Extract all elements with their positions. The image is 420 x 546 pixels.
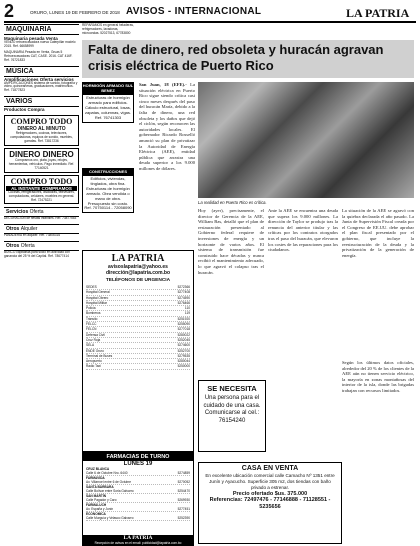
section-otros-oferta: Otros Oferta: [4, 241, 79, 251]
phone-number[interactable]: 5280022: [177, 332, 190, 337]
phone-name: Policía: [86, 306, 96, 311]
phone-name: FELCN: [86, 327, 97, 332]
phone-number[interactable]: 5274590: [177, 295, 190, 300]
farmacia-name: SANTA BÁRBARA: [86, 485, 114, 489]
casa-price: Precio ofertado $us. 375.000: [232, 491, 308, 498]
article-col-4: La situación de la AEE se agravó con la quiebra declarada el año pasado. La Junta de Supervisión Fiscal creada por el Congreso de EE.UU. debe aprobar el plan fiscal presentado por el gobierno, que incluye la reestructuración de la deuda y la privatización de la generación de energía.: [342, 208, 414, 258]
farmacia-address: Av. España y Junín: [86, 507, 114, 511]
photo-caption: La realidad en Puerto Rico es crítica.: [198, 200, 267, 205]
article-photo: [198, 82, 414, 198]
phone-name: ENDE Oruro: [86, 348, 104, 353]
section-varios: VARIOS: [4, 96, 79, 107]
ad-construcciones-title: CONSTRUCCIONES: [82, 168, 134, 175]
maquinaria-item-text: VENDO retroexcavadora nueva Caterpillar modelo 2015. Ref. 66658999: [4, 40, 76, 48]
phone-number[interactable]: 5272366: [177, 285, 190, 289]
phone-name: SELA: [86, 343, 95, 348]
phone-name: Cruz Roja: [86, 337, 101, 342]
article-col-1: [139, 82, 195, 172]
ad-compro-todo-2-sub: AL INSTANTE COMPRAMOS: [6, 186, 77, 191]
ad-construcciones: [82, 168, 134, 213]
phone-number[interactable]: 5277408: [177, 290, 190, 295]
phone-name: Aeropuerto: [86, 359, 102, 364]
phone-list: [86, 285, 190, 370]
section-otros-alquiler: Otros Alquiler: [4, 224, 79, 234]
dateline: ORURO, LUNES 19 DE FEBRERO DE 2018: [30, 10, 120, 15]
farmacia-address: Calle 6 de Octubre Nro. 6440: [86, 471, 128, 475]
ad-dinero-text: Compramos oro, plata, joyas, relojes, herramientas, vehículos. Pago inmediato. Ref. 77140521: [8, 157, 75, 170]
phone-number[interactable]: 110: [184, 306, 190, 311]
phone-number[interactable]: 5277018: [177, 327, 190, 332]
section-musica: MÚSICA: [4, 66, 79, 77]
ad-dinero-title: DINERO DINERO: [9, 149, 74, 159]
phone-number[interactable]: 5250000: [177, 364, 190, 369]
phone-name: Defensa Civil: [86, 332, 105, 337]
section-maquinaria: MAQUINARIA: [4, 24, 79, 35]
article-col-1-text: La situación eléctrica en Puerto Rico sigue siendo crítica casi cinco meses después del paso del huracán María, debido a la falta de dinero, una red obsoleta y los daños que dejó el ciclón, según reconocen las autoridades locales. El gobernador Ricardo Rosselló anunció su plan de privatizar la Autoridad de Energía Eléctrica (AEE), entidad pública que arrastra una deuda superior a los 9.000 millones de dólares.: [139, 82, 195, 171]
ad-compro-todo-2-text: Cocinas, refrigeradores, lavadoras, televisores, computadoras, celulares, muebles en general. Ref. 72475221: [8, 189, 75, 202]
farmacias-footer-text: Recepción de avisos en el email: publicidad@lapatria.com.bo: [94, 541, 182, 545]
ad-compro-todo-1-title: COMPRO TODO: [10, 117, 73, 127]
ad-casa-en-venta: [198, 462, 342, 544]
phone-number[interactable]: 5280044: [177, 359, 190, 364]
farmacia-address: Av. Villarroel entre 6 de Octubre: [86, 480, 132, 484]
farmacias-box: [82, 452, 194, 546]
ad-dinero: [4, 148, 79, 173]
farmacias-date: LUNES 19: [123, 461, 153, 467]
maquinaria-item-title: Maquinaria pesada Venta: [4, 36, 58, 41]
phone-name: SEDES: [86, 285, 97, 289]
patria-box-email[interactable]: avisoslapatria@yahoo.es: [108, 264, 168, 270]
casa-title: CASA EN VENTA: [241, 465, 299, 472]
classifieds-column: [4, 24, 79, 259]
farmacia-phone[interactable]: 5254470: [177, 489, 190, 493]
servicios-item-text: DECORACIÓN de fiestas infantiles. Ref. 73877553: [4, 216, 77, 221]
article-dateline: San Juan, 18 (EFE).-: [139, 82, 187, 87]
ad-compro-todo-1-text: Refrigeradores, cocinas, televisores, computadoras, equipos de sonido, muebles, garrafas. Ref. 73817236: [10, 131, 73, 144]
farmacia-name: SAN MARTÍN: [86, 494, 107, 498]
classifieds-column-2: [82, 24, 136, 36]
farmacia-row: [86, 485, 190, 494]
farmacias-list: [86, 467, 190, 521]
ad-se-necesita: [198, 380, 266, 452]
farmacia-row: [86, 503, 190, 512]
ad-compro-todo-1-sub: DINERO AL MINUTO: [17, 126, 66, 133]
farmacia-phone[interactable]: 5274859: [177, 471, 190, 475]
ad-hormigon-title: HORMIGÓN ARMADO SUL BENEZ: [82, 83, 134, 93]
ad-compro-todo-2: [4, 175, 79, 205]
phone-number[interactable]: 5252045: [177, 337, 190, 342]
ad-construcciones-text: Edificios, viviendas, tinglados, obra fina. Estructuras de hormigón armado. Obra vendida o mano de obra. Presupuesto sin costo. Ref. 70750114 - 72058090: [82, 175, 134, 213]
masthead: LA PATRIA: [346, 6, 410, 20]
article-col-2: Hoy (ayer), precisamente, el director de Gerencia de la AEE, William Bas, detalló que el plan de restauración presentado al Gobierno federal requiere de inversiones de energía y un horizonte de varios años. El sistema de transmisión fue construido hace décadas y nunca recibió el mantenimiento adecuado, lo que agravó el colapso tras el huracán.: [198, 208, 264, 275]
farmacia-name: CRUZ BLANCA: [86, 467, 110, 471]
phone-name: Tránsito: [86, 316, 98, 321]
ad-compro-todo-1: [4, 115, 79, 146]
varios-item-title: Productos Compra: [4, 107, 45, 113]
farmacia-name: FARMALUCH: [86, 503, 107, 507]
casa-refs: Referencias: 72497476 - 77146888 - 71128551 - 5235656: [209, 497, 331, 510]
farmacia-row: [86, 512, 190, 521]
patria-box-masthead: LA PATRIA: [111, 253, 165, 264]
section-title: AVISOS - INTERNACIONAL: [126, 6, 262, 17]
phone-name: Terminal de Buses: [86, 353, 113, 358]
patria-box: [82, 250, 194, 452]
section-servicios: Servicios Oferta: [4, 207, 79, 217]
phone-number[interactable]: 5274600: [177, 343, 190, 348]
phone-number[interactable]: 5255090: [177, 322, 190, 327]
phone-number[interactable]: 5251920: [177, 316, 190, 321]
article-col-5: Según los últimos datos oficiales, alrededor del 20 % de los clientes de la AEE aún no tienen servicio eléctrico, la mayoría en zonas montañosas del interior de la isla, donde las brigadas trabajan con recursos limitados.: [342, 360, 414, 393]
farmacia-phone[interactable]: 5252390: [177, 516, 190, 520]
phone-number[interactable]: 5279535: [177, 353, 190, 358]
musica-item-title: Amplificaciones Oferta servicios: [4, 76, 74, 82]
farmacia-phone[interactable]: 5277451: [177, 507, 190, 511]
farmacia-phone[interactable]: 5269930: [177, 498, 190, 502]
phone-name: Hospital Militar: [86, 300, 107, 305]
farmacias-footer-masthead: LA PATRIA: [123, 535, 153, 541]
se-necesita-text: Una persona para el cuidado de una casa. Comunicarse al cel.: 76154240: [203, 395, 261, 424]
ad-compro-todo-2-title: COMPRO TODO: [10, 176, 73, 186]
farmacia-phone[interactable]: 5270052: [177, 480, 190, 484]
farmacia-address: Calle Bolívar entre Soria Galvarro: [86, 489, 134, 493]
farmacias-footer: [83, 535, 193, 545]
otros-oferta-text: BUSCO capitalista para socio en actividad con ganancia del 25 % del Capital. Ref. 78677414: [4, 250, 70, 259]
article-col-3: Ante la AEE se encuentra una deuda que supera los 9.000 millones. La dirección de Taylor se produjo tras la renuncia del anterior titular y las críticas por los contratos otorgados tras el paso del huracán, que elevaron los costes de las reparaciones para los ciudadanos.: [268, 208, 338, 253]
ad-hormigon: [82, 82, 134, 123]
musica-item-text: AMPLIFICACIONES sistema de sonido, fotografía y video, quinceañeras, graduaciones, matrimonios. Ref. 71877823: [4, 80, 78, 93]
farmacia-name: ECONOMICA: [86, 512, 106, 516]
farmacia-row: [86, 476, 190, 485]
phone-name: FELCC: [86, 322, 97, 327]
farmacia-row: [86, 467, 190, 476]
ad-hormigon-text: Estructuras de hormigón armado para edificios. Cálculo estructural, losas, zapatas, columnas, vigas. Ref. 76741303: [82, 94, 134, 123]
otros-alquiler-text: PANADERIA en alquiler. Ref. 73806316: [4, 233, 61, 238]
se-necesita-title: SE NECESITA: [207, 384, 257, 393]
phone-number[interactable]: 5252700: [177, 348, 190, 353]
patria-box-subtitle: TELÉFONOS DE URGENCIA: [105, 278, 171, 283]
phone-name: Hospital Obrero: [86, 295, 109, 300]
farmacia-address: Calle Murguía y Velasco Galvarro: [86, 516, 134, 520]
farmacia-row: [86, 494, 190, 503]
reparaciones-text: REPARAMOS en general heladeras, refrigeradores, lavadoras, microondas. 52027513, 67783800: [82, 23, 134, 35]
headline-text: Falta de dinero, red obsoleta y huracán agravan crisis eléctrica de Puerto Rico: [88, 42, 384, 73]
maquinaria-item2-text: MAQUINARIA Pesada en Venta, Gruas 5 Retroexcavadoras CAT, CASE. 2016. CAT 416F. Ref. 76721833: [4, 49, 73, 62]
phone-name: Radio Taxi: [86, 364, 101, 369]
phone-number[interactable]: 5276466: [177, 300, 190, 305]
farmacia-address: Calle Pagador y Caro: [86, 498, 117, 502]
phone-row: [86, 364, 190, 369]
phone-name: Hospital General: [86, 290, 110, 295]
phone-number[interactable]: 119: [184, 311, 190, 316]
casa-text: En excelente ubicación comercial calle Camacho Nº 1351 entre Junín y Ayacucho. Superficie 305 m2, dos tiendas con baño privado a estrenar.: [205, 473, 335, 490]
farmacia-name: FARMAVIDA: [86, 476, 105, 480]
phone-name: Bomberos: [86, 311, 101, 316]
patria-box-web[interactable]: dirección@lapatria.com.bo: [105, 270, 171, 276]
farmacias-title: FARMACIAS DE TURNO: [83, 453, 193, 461]
page-number: 2: [4, 1, 15, 21]
